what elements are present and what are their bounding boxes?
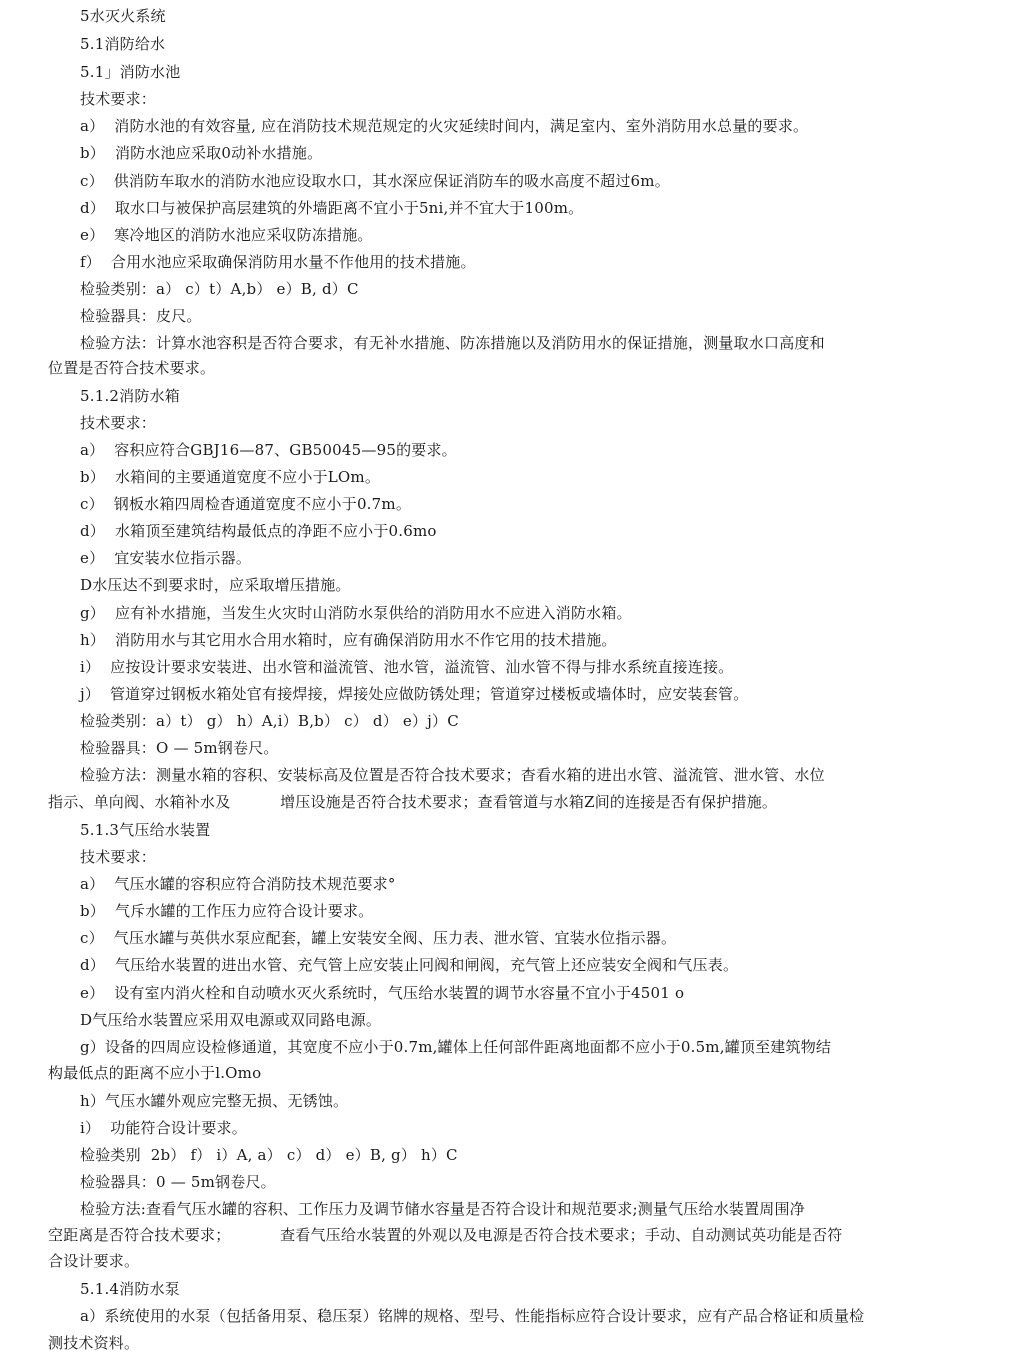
text-line: 检验类别：a）t） g） h）A,i）B,b） c） d） e）j）C	[80, 712, 459, 730]
text-line: e） 寒冷地区的消防水池应采収防冻措施。	[80, 226, 373, 244]
text-line: i） 功能符合设计要求。	[80, 1119, 247, 1137]
text-line: 检验方法：测量水箱的容积、安装标高及位置是否符合技术要求；杳看水箱的进出水管、溢流管、泄水管、水位	[80, 766, 825, 784]
text-line: 构最低点的距离不应小于l.Omo	[48, 1064, 262, 1082]
text-line: 检验器具：O — 5m钢卷尺。	[80, 739, 279, 757]
text-line: e） 宜安装水位指示器。	[80, 549, 252, 567]
text-line: 技术要求：	[80, 414, 157, 432]
text-line: h）气压水罐外观应完整无损、无锈蚀。	[80, 1092, 349, 1110]
text-line: e） 设有室内消火栓和自动喷水灭火系统时，气压给水装置的调节水容量不宜小于4501 o	[80, 984, 685, 1002]
heading-line: 5.1」消防水池	[80, 63, 181, 81]
heading-line: 5水灭火系统	[80, 7, 166, 25]
text-line: c） 钢板水箱四周检杳通道宽度不应小于0.7m。	[80, 495, 412, 513]
text-line: 空距离是否符合技术要求； 查看气压给水装置的外观以及电源是否符合技术要求；手动、自动测试英功能是否符	[48, 1226, 843, 1244]
text-line: 测技术资料。	[48, 1334, 140, 1352]
text-line: b） 消防水池应采取0动补水措施。	[80, 144, 323, 162]
text-line: i） 应按设计要求安装进、出水管和溢流管、池水管，溢流管、汕水管不得与排水系统直接连接。	[80, 658, 734, 676]
text-line: c） 气压水罐与英供水泵应配套，罐上安装安全阀、压力表、泄水管、宜装水位指示器。	[80, 929, 677, 947]
text-line: a） 气压水罐的容积应符合消防技术规范要求°	[80, 875, 396, 893]
text-line: 合设计要求。	[48, 1252, 140, 1270]
heading-line: 5.1.3气压给水装置	[80, 821, 211, 839]
text-line: 位置是否符合技术要求。	[48, 359, 216, 377]
text-line: a）系统使用的水泵（包括备用泵、稳压泵）铭牌的规格、型号、性能指标应符合设计要求，应有产品合格证和质量检	[80, 1307, 865, 1325]
text-line: D水压达不到要求时，应采取增压措施。	[80, 576, 351, 594]
text-line: 技术要求：	[80, 90, 157, 108]
text-line: 检验器具：0 — 5m钢卷尺。	[80, 1173, 276, 1191]
text-line: h） 消防用水与其它用水合用水箱时，应有确保消防用水不作它用的技术措施。	[80, 631, 617, 649]
text-line: d） 取水口与被保护高层建筑的外墙距离不宜小于5ni,并不宜大于100m。	[80, 199, 584, 217]
text-line: a） 消防水池的有效容量, 应在消防技术规范规定的火灾延续时间内，满足室内、室外消防用水总量的要求。	[80, 117, 809, 135]
text-line: 技术要求：	[80, 848, 157, 866]
text-line: 检验方法:查看气压水罐的容积、工作压力及调节储水容量是否符合设计和规范要求;测量气压给水装置周围净	[80, 1200, 805, 1218]
heading-line: 5.1消防给水	[80, 35, 166, 53]
text-line: D气压给水装置应采用双电源或双同路电源。	[80, 1011, 382, 1029]
heading-line: 5.1.2消防水箱	[80, 387, 180, 405]
text-line: b） 气斥水罐的工作压力应符合设计要求。	[80, 902, 374, 920]
heading-line: 5.1.4消防水泵	[80, 1280, 180, 1298]
text-line: a） 容积应符合GBJ16—87、GB50045—95的要求。	[80, 441, 457, 459]
text-line: 指示、单向阀、水箱补水及 增压设施是否符合技术要求；查看管道与水箱Z间的连接是否有保护措施。	[48, 793, 778, 811]
text-line: 检验器具：皮尺。	[80, 307, 202, 325]
text-line: b） 水箱间的主要通道宽度不应小于LOm。	[80, 468, 381, 486]
text-line: 检验类别：a） c）t）A,b） e）B, d）C	[80, 280, 359, 298]
text-line: g）设备的四周应设检修通道，其宽度不应小于0.7m,罐体上任何部件距离地面都不应小于0.5m,罐顶至建筑物结	[80, 1038, 832, 1056]
text-line: j） 管道穿过钢板水箱处官有接焊接，焊接处应做防锈处理；管道穿过楼板或墙体时，应安装套管。	[80, 685, 749, 703]
text-line: 检验方法：计算水池容积是否符合要求，有无补水措施、防冻措施以及消防用水的保证措施，测量取水口高度和	[80, 334, 825, 352]
text-line: f） 合用水池应采取确保消防用水量不作他用的技术措施。	[80, 253, 476, 271]
text-line: 检验类别 2b） f） i）A, a） c） d） e）B, g） h）C	[80, 1146, 458, 1164]
text-line: d） 水箱顶至建筑结构最低点的净距不应小于0.6mo	[80, 522, 437, 540]
text-line: g） 应有补水措施，当发生火灾时山消防水泵供给的消防用水不应进入消防水箱。	[80, 604, 632, 622]
text-line: d） 气压给水装置的进出水管、充气管上应安装止冋阀和闸阀，充气管上还应装安全阀和气压表。	[80, 956, 739, 974]
text-line: c） 供消防车取水的消防水池应设取水口，其水深应保证消防车的吸水高度不超过6m。	[80, 172, 670, 190]
